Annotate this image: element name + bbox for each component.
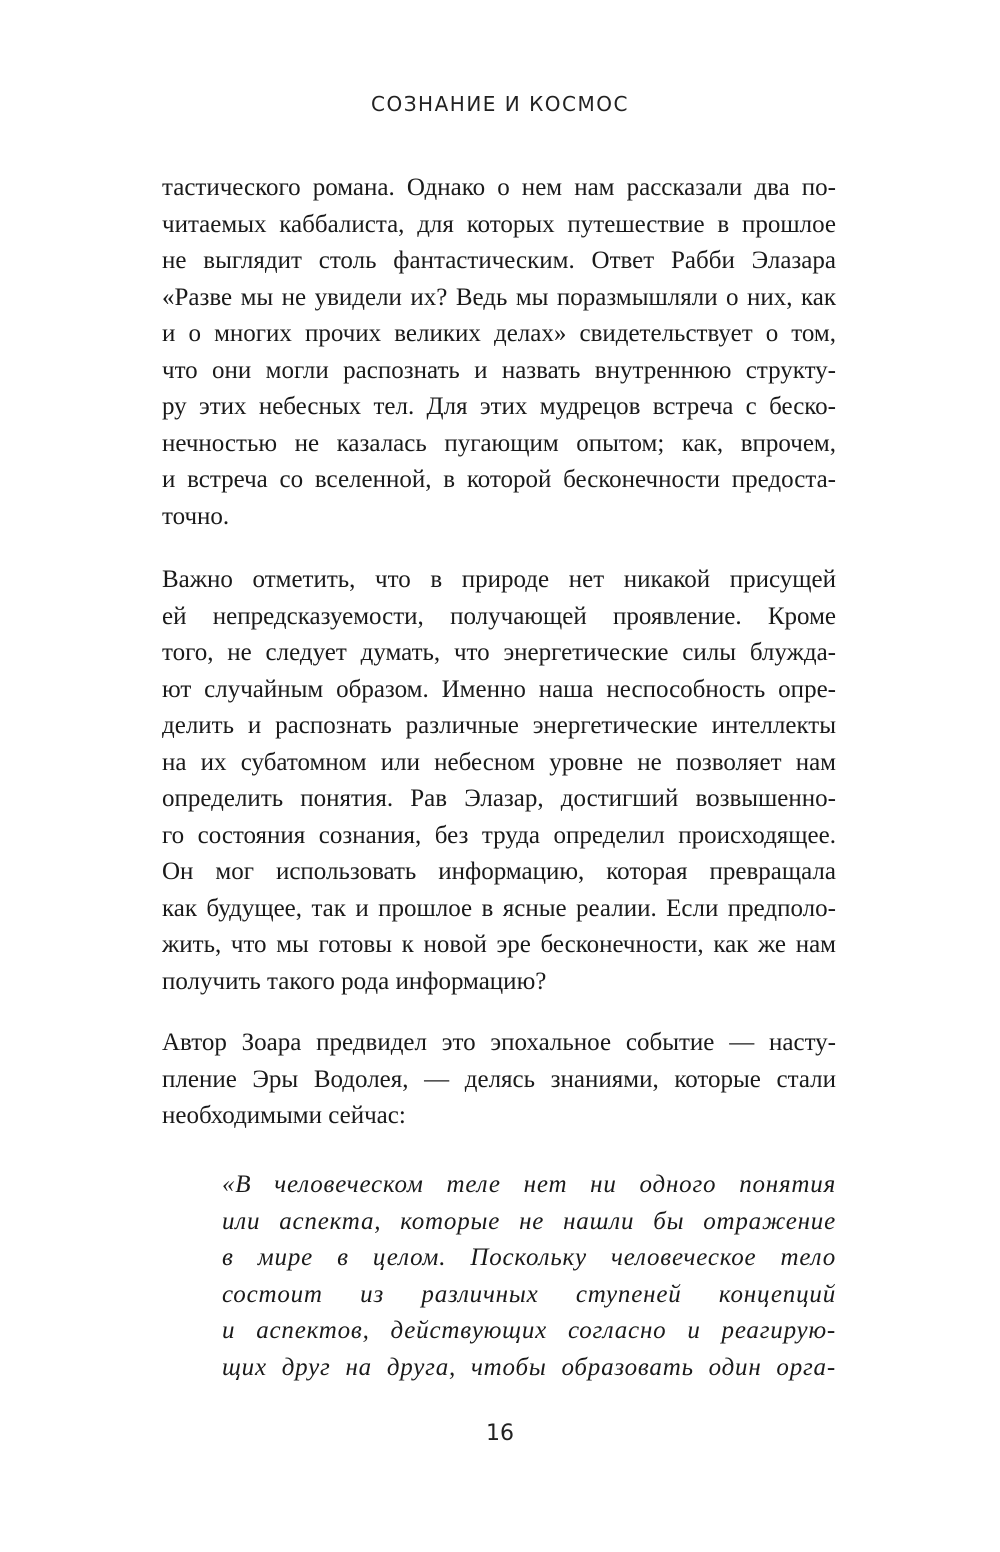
text-line: как будущее, так и прошлое в ясные реалии. Если предполо-: [162, 894, 836, 922]
text-line: точно.: [162, 502, 230, 530]
text-line: Важно отметить, что в природе нет никакой присущей: [162, 566, 836, 593]
quote-line: щих друг на друга, чтобы образовать один орга-: [222, 1353, 836, 1381]
paragraph-3: [162, 1025, 836, 1135]
text-line: получить такого рода информацию?: [162, 967, 547, 995]
quote-line: или аспекта, которые не нашли бы отражение: [222, 1207, 836, 1235]
text-line: того, не следует думать, что энергетические силы блужда-: [162, 639, 836, 666]
quote-line: «В человеческом теле нет ни одного понятия: [222, 1171, 836, 1198]
running-head-title: СОЗНАНИЕ И КОСМОС: [371, 92, 629, 116]
text-line: Он мог использовать информацию, которая превращала: [162, 858, 836, 885]
page-number: 16: [486, 1421, 514, 1446]
text-line: Автор Зоара предвидел это эпохальное событие — насту-: [162, 1029, 836, 1056]
text-line: ру этих небесных тел. Для этих мудрецов встреча с беско-: [162, 393, 836, 420]
paragraph-2: [162, 562, 836, 1000]
quote-line: состоит из различных ступеней концепций: [222, 1280, 836, 1308]
text-line: на их субатомном или небесном уровне не позволяет нам: [162, 748, 836, 776]
text-line: и о многих прочих великих делах» свидетельствует о том,: [162, 320, 836, 347]
text-line: жить, что мы готовы к новой эре бесконечности, как же нам: [162, 931, 836, 958]
text-line: «Разве мы не увидели их? Ведь мы поразмышляли о них, как: [162, 283, 836, 311]
text-line: необходимыми сейчас:: [162, 1102, 406, 1129]
text-line: не выглядит столь фантастическим. Ответ Рабби Элазара: [162, 247, 836, 274]
text-line: и встреча со вселенной, в которой бесконечности предоста-: [162, 466, 836, 493]
quote-line: и аспектов, действующих согласно и реагирую-: [222, 1317, 836, 1344]
text-line: пление Эры Водолея, — делясь знаниями, которые стали: [162, 1065, 836, 1093]
text-line: читаемых каббалиста, для которых путешествие в прошлое: [162, 210, 836, 238]
quote-line: в мире в целом. Поскольку человеческое тело: [222, 1244, 836, 1271]
text-line: нечностью не казалась пугающим опытом; как, впрочем,: [162, 429, 836, 457]
text-line: ей непредсказуемости, получающей проявление. Кроме: [162, 602, 836, 630]
text-line: что они могли распознать и назвать внутреннюю структу-: [162, 356, 836, 384]
block-quote: [222, 1167, 836, 1386]
text-line: го состояния сознания, без труда определил происходящее.: [162, 821, 836, 849]
text-line: тастического романа. Однако о нем нам рассказали два по-: [162, 174, 836, 201]
text-line: определить понятия. Рав Элазар, достигший возвышенно-: [162, 785, 836, 812]
paragraph-1: [162, 170, 836, 535]
text-line: ют случайным образом. Именно наша неспособность опре-: [162, 675, 836, 703]
text-line: делить и распознать различные энергетические интеллекты: [162, 712, 836, 739]
